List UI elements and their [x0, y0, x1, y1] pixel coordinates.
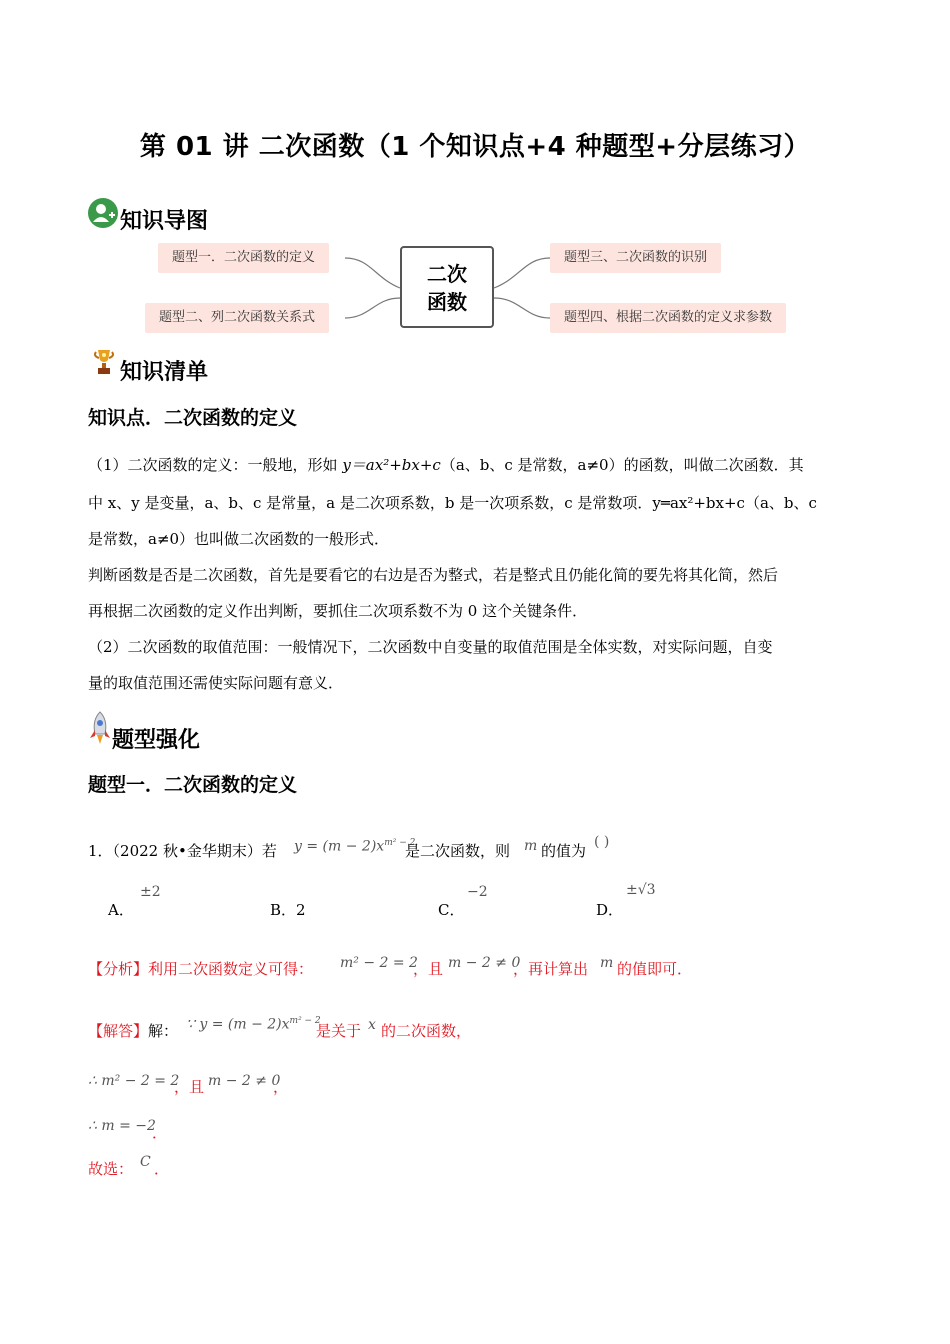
- mindmap-node-type4: 题型四、根据二次函数的定义求参数: [550, 303, 786, 333]
- rocket-icon: [88, 710, 112, 750]
- solution-text-b: 是关于: [316, 1022, 362, 1040]
- knowledge-line-2: 中 x、y 是变量，a、b、c 是常量，a 是二次项系数，b 是一次项系数，c 是常数项．y═ax²+bx+c（a、b、c: [88, 494, 817, 512]
- analysis-math-1: m² − 2 = 2: [340, 955, 418, 971]
- analysis-text-a: 利用二次函数定义可得：: [148, 960, 314, 978]
- solution-text-c: 的二次函数，: [381, 1022, 472, 1040]
- analysis-text-b: ，且: [413, 960, 444, 978]
- option-d-value: ±√3: [626, 882, 656, 898]
- analysis-text-d: 的值即可．: [617, 960, 693, 978]
- solution-text-a: 解：: [148, 1022, 179, 1040]
- knowledge-line-6: （2）二次函数的取值范围：一般情况下，二次函数中自变量的取值范围是全体实数，对实际问题，自变: [88, 638, 773, 656]
- analysis-tag: 【分析】: [88, 960, 149, 978]
- knowledge-point-title: 知识点．二次函数的定义: [88, 407, 298, 429]
- solution-tag: 【解答】: [88, 1022, 149, 1040]
- question-mid: 是二次函数，则: [405, 842, 511, 860]
- knowledge-line-4: 判断函数是否是二次函数，首先是要看它的右边是否为整式，若是整式且仍能化简的要先将其化简，然后: [88, 566, 779, 584]
- solution-math-1: [186, 1016, 321, 1033]
- option-d-label[interactable]: D．: [596, 901, 624, 919]
- question-number: 1．: [88, 842, 113, 860]
- option-c-label[interactable]: C．: [438, 901, 465, 919]
- solution-exponent: m² − 2: [289, 1016, 321, 1026]
- analysis-line: [88, 958, 313, 979]
- formula-exponent: m² − 2: [384, 838, 416, 848]
- question-var: m: [524, 838, 538, 854]
- option-c-value: −2: [467, 884, 488, 900]
- option-b-label: B．: [270, 901, 297, 919]
- knowledge-line-7: 量的取值范围还需使实际问题有意义．: [88, 674, 344, 692]
- solution-choice-value: C: [140, 1154, 151, 1170]
- option-a-label[interactable]: A．: [108, 901, 134, 919]
- analysis-text-c: ，再计算出: [513, 960, 589, 978]
- solution-text-e: ，: [273, 1078, 289, 1096]
- question-1: [88, 840, 277, 861]
- def-formula: y＝ax²+bx+c: [342, 456, 441, 474]
- solution-choice-label: 故选：: [88, 1160, 134, 1178]
- knowledge-line-3: 是常数，a≠0）也叫做二次函数的一般形式．: [88, 530, 390, 548]
- knowledge-line-5: 再根据二次函数的定义作出判断，要抓住二次项系数不为 0 这个关键条件．: [88, 602, 588, 620]
- solution-math-3: ∴ m² − 2 = 2: [88, 1073, 180, 1089]
- mindmap-node-type3: 题型三、二次函数的识别: [550, 243, 721, 273]
- question-end: 的值为: [541, 842, 587, 860]
- knowledge-heading: 知识清单: [120, 360, 209, 385]
- solution-text-d: ，且: [174, 1078, 205, 1096]
- page-title: 第 01 讲 二次函数（1 个知识点+4 种题型+分层练习）: [139, 132, 811, 162]
- mindmap-center-line1: 二次: [427, 262, 467, 286]
- answer-blank: ( ): [594, 834, 610, 850]
- trophy-icon: [92, 346, 116, 382]
- solution-line-1: [88, 1020, 178, 1041]
- solution-math-4: m − 2 ≠ 0: [208, 1073, 281, 1089]
- analysis-math-2: m − 2 ≠ 0: [448, 955, 521, 971]
- def-text-a: （1）二次函数的定义：一般地，形如: [88, 456, 343, 474]
- mindmap-center-line2: 函数: [427, 290, 467, 314]
- knowledge-line-1: [88, 447, 864, 483]
- mindmap-node-type2: 题型二、列二次函数关系式: [145, 303, 329, 333]
- mindmap-node-type1: 题型一．二次函数的定义: [158, 243, 329, 273]
- question-source: （2022 秋•金华期末）若: [112, 842, 277, 860]
- option-a-value: ±2: [140, 884, 161, 900]
- formula-base: y = (m − 2)x: [294, 838, 385, 855]
- mindmap-center: [400, 246, 494, 328]
- analysis-math-3: m: [600, 955, 614, 971]
- solution-text-f: ．: [152, 1124, 168, 1142]
- person-add-icon: [88, 198, 118, 228]
- solution-choice-end: ．: [154, 1160, 170, 1178]
- type1-title: 题型一．二次函数的定义: [88, 774, 298, 796]
- option-b[interactable]: [270, 899, 306, 920]
- mindmap-heading: 知识导图: [120, 209, 209, 234]
- practice-heading: 题型强化: [112, 728, 201, 753]
- solution-math-5: ∴ m = −2: [88, 1118, 156, 1134]
- option-b-value: 2: [296, 901, 306, 919]
- def-text-b: （a、b、c 是常数，a≠0）的函数，叫做二次函数．其: [440, 456, 804, 474]
- solution-math-2: x: [368, 1017, 376, 1033]
- question-formula: [294, 838, 415, 855]
- solution-formula: ∵ y = (m − 2)x: [186, 1016, 290, 1033]
